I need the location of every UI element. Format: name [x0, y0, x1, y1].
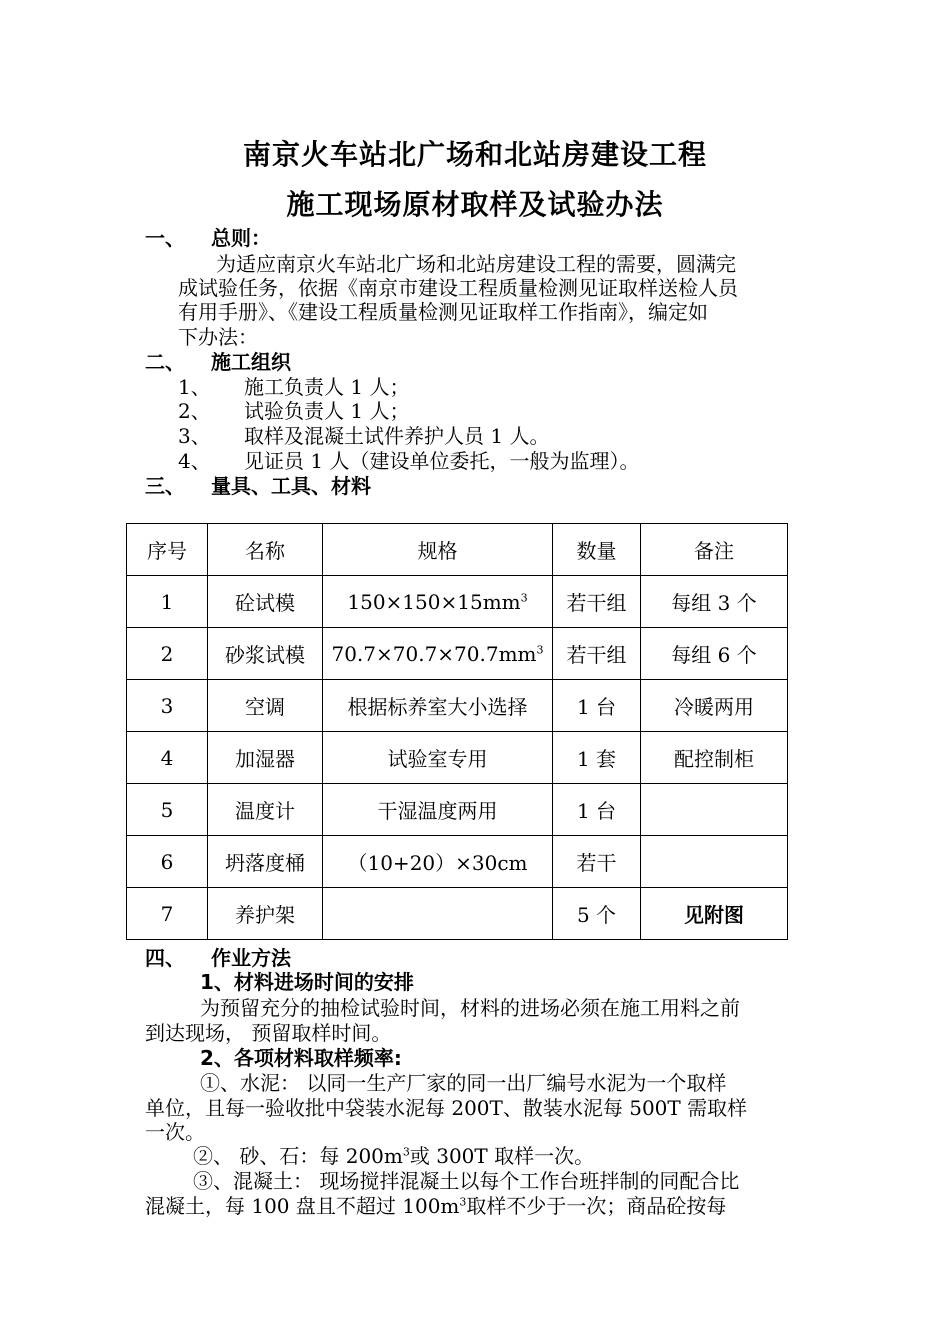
list-number: 1、 — [178, 375, 211, 399]
cell-qty: 1 台 — [553, 680, 641, 732]
table-header-row — [127, 524, 788, 576]
table-row — [127, 576, 788, 628]
section-title: 作业方法 — [211, 946, 291, 970]
paragraph-line: 为预留充分的抽检试验时间，材料的进场必须在施工用料之前 — [200, 996, 740, 1020]
paragraph-line: ③、混凝土： 现场搅拌混凝土以每个工作台班拌制的同配合比 — [193, 1169, 740, 1193]
paragraph-line — [193, 1144, 594, 1168]
header-cell: 备注 — [641, 524, 788, 576]
cell-spec — [323, 576, 553, 628]
list-item — [178, 399, 409, 423]
cell-no: 5 — [127, 784, 208, 836]
list-text: 施工负责人 1 人； — [244, 375, 410, 399]
cell-note — [641, 784, 788, 836]
section-number: 二、 — [145, 350, 185, 374]
paragraph-line — [145, 1194, 726, 1218]
header-cell: 序号 — [127, 524, 208, 576]
cell-spec: 根据标养室大小选择 — [323, 680, 553, 732]
superscript: 3 — [402, 1145, 410, 1159]
spec-text: 70.7×70.7×70.7mm — [331, 641, 537, 666]
document-subtitle: 施工现场原材取样及试验办法 — [286, 188, 664, 221]
cell-note: 见附图 — [641, 888, 788, 940]
table-row — [127, 836, 788, 888]
concrete-text: 混凝土，每 100 盘且不超过 100m — [145, 1194, 460, 1218]
cell-qty: 1 套 — [553, 732, 641, 784]
cell-name: 养护架 — [208, 888, 323, 940]
cell-no: 6 — [127, 836, 208, 888]
list-text: 取样及混凝土试件养护人员 1 人。 — [244, 424, 550, 448]
paragraph-line: 到达现场， 预留取样时间。 — [145, 1021, 392, 1045]
cell-note: 每组 3 个 — [641, 576, 788, 628]
cell-note: 配控制柜 — [641, 732, 788, 784]
cell-name: 温度计 — [208, 784, 323, 836]
list-item — [178, 449, 639, 473]
cell-qty: 1 台 — [553, 784, 641, 836]
section-number: 四、 — [145, 946, 185, 970]
cell-spec: 试验室专用 — [323, 732, 553, 784]
table-row — [127, 680, 788, 732]
section-1-heading — [145, 226, 271, 250]
cell-spec — [323, 628, 553, 680]
paragraph-line: 为适应南京火车站北广场和北站房建设工程的需要，圆满完 — [216, 252, 736, 276]
spec-superscript: 3 — [520, 590, 528, 604]
cell-no: 1 — [127, 576, 208, 628]
cell-spec: 干湿温度两用 — [323, 784, 553, 836]
cell-qty: 5 个 — [553, 888, 641, 940]
subsection-heading: 2、各项材料取样频率: — [200, 1046, 402, 1070]
header-cell: 数量 — [553, 524, 641, 576]
section-4-heading — [145, 946, 291, 970]
sand-text-tail: 或 300T 取样一次。 — [409, 1144, 595, 1168]
cell-no: 4 — [127, 732, 208, 784]
cell-no: 3 — [127, 680, 208, 732]
paragraph-line: 单位，且每一验收批中袋装水泥每 200T、散装水泥每 500T 需取样 — [145, 1096, 748, 1120]
table-row — [127, 784, 788, 836]
spec-superscript: 3 — [536, 642, 544, 656]
section-number: 三、 — [145, 474, 185, 498]
cell-qty: 若干组 — [553, 576, 641, 628]
section-title: 总则： — [211, 226, 271, 250]
list-item — [178, 424, 549, 448]
cell-name: 坍落度桶 — [208, 836, 323, 888]
table-row — [127, 732, 788, 784]
list-number: 2、 — [178, 399, 211, 423]
spec-text: 150×150×15mm — [347, 589, 521, 614]
section-2-heading — [145, 350, 291, 374]
header-cell: 规格 — [323, 524, 553, 576]
cell-spec: （10+20）×30cm — [323, 836, 553, 888]
paragraph-line: 一次。 — [145, 1120, 205, 1144]
tools-table — [126, 523, 788, 940]
paragraph-line: 下办法： — [178, 325, 258, 349]
cell-qty: 若干 — [553, 836, 641, 888]
section-title: 量具、工具、材料 — [211, 474, 371, 498]
cell-qty: 若干组 — [553, 628, 641, 680]
superscript: 3 — [459, 1195, 467, 1209]
cell-no: 2 — [127, 628, 208, 680]
cell-note: 冷暖两用 — [641, 680, 788, 732]
list-text: 试验负责人 1 人； — [244, 399, 410, 423]
sand-text: ②、 砂、石：每 200m — [193, 1144, 403, 1168]
concrete-text-tail: 取样不少于一次；商品砼按每 — [466, 1194, 727, 1218]
cell-note: 每组 6 个 — [641, 628, 788, 680]
paragraph-line: 有用手册》、《建设工程质量检测见证取样工作指南》，编定如 — [178, 300, 708, 324]
list-number: 4、 — [178, 449, 211, 473]
cell-no: 7 — [127, 888, 208, 940]
section-title: 施工组织 — [211, 350, 291, 374]
section-number: 一、 — [145, 226, 185, 250]
header-cell: 名称 — [208, 524, 323, 576]
list-number: 3、 — [178, 424, 211, 448]
list-item — [178, 375, 409, 399]
paragraph-line: 成试验任务，依据《南京市建设工程质量检测见证取样送检人员 — [178, 276, 738, 300]
paragraph-line: ①、水泥： 以同一生产厂家的同一出厂编号水泥为一个取样 — [200, 1071, 727, 1095]
cell-note — [641, 836, 788, 888]
cell-name: 加湿器 — [208, 732, 323, 784]
subsection-heading: 1、材料进场时间的安排 — [200, 970, 414, 994]
cell-name: 砂浆试模 — [208, 628, 323, 680]
cell-spec — [323, 888, 553, 940]
table-row — [127, 888, 788, 940]
cell-name: 砼试模 — [208, 576, 323, 628]
list-text: 见证员 1 人（建设单位委托，一般为监理）。 — [244, 449, 640, 473]
cell-name: 空调 — [208, 680, 323, 732]
table-row — [127, 628, 788, 680]
document-title: 南京火车站北广场和北站房建设工程 — [242, 138, 707, 171]
section-3-heading — [145, 474, 371, 498]
